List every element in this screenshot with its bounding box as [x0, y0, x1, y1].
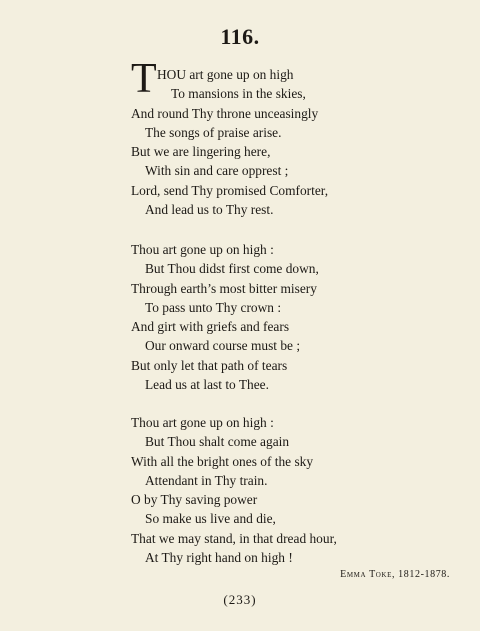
poem-line: Thou art gone up on high : — [131, 415, 274, 430]
poem-line: The songs of praise arise. — [145, 124, 282, 140]
poem-line: Attendant in Thy train. — [145, 472, 268, 488]
poem-line: To mansions in the skies, — [171, 86, 306, 102]
poem-line: At Thy right hand on high ! — [145, 550, 293, 566]
poem-line: Lord, send Thy promised Comforter, — [131, 182, 329, 198]
stanza-1 — [131, 65, 461, 219]
page-number: (233) — [223, 592, 257, 607]
poem-line: And girt with griefs and fears — [131, 319, 290, 335]
stanza-3 — [131, 413, 461, 567]
stanza-2 — [131, 240, 461, 394]
poem-line: With all the bright ones of the sky — [131, 453, 314, 469]
poem-line: But Thou shalt come again — [145, 434, 290, 450]
author-attribution: Emma Toke, 1812-1878. — [340, 569, 450, 580]
poem-line: That we may stand, in that dread hour, — [131, 530, 337, 546]
poem-line: But Thou didst first come down, — [145, 261, 319, 277]
poem-line: But we are lingering here, — [131, 144, 271, 160]
poem-line: To pass unto Thy crown : — [145, 299, 282, 315]
hymn-number: 116. — [220, 24, 260, 49]
poem-line: HOU art gone up on high — [157, 67, 294, 82]
drop-cap: T — [131, 61, 157, 99]
poem-line: But only let that path of tears — [131, 357, 288, 373]
poem-line: Through earth’s most bitter misery — [131, 280, 317, 296]
poem-line: And lead us to Thy rest. — [145, 202, 274, 218]
poem-line: Thou art gone up on high : — [131, 242, 274, 257]
poem-line: So make us live and die, — [145, 511, 276, 527]
poem-line: And round Thy throne unceasingly — [131, 105, 319, 121]
poem-line: O by Thy saving power — [131, 492, 258, 508]
poem-line: Lead us at last to Thee. — [145, 377, 269, 393]
poem-line: Our onward course must be ; — [145, 338, 301, 354]
poem-line: With sin and care opprest ; — [145, 163, 289, 179]
